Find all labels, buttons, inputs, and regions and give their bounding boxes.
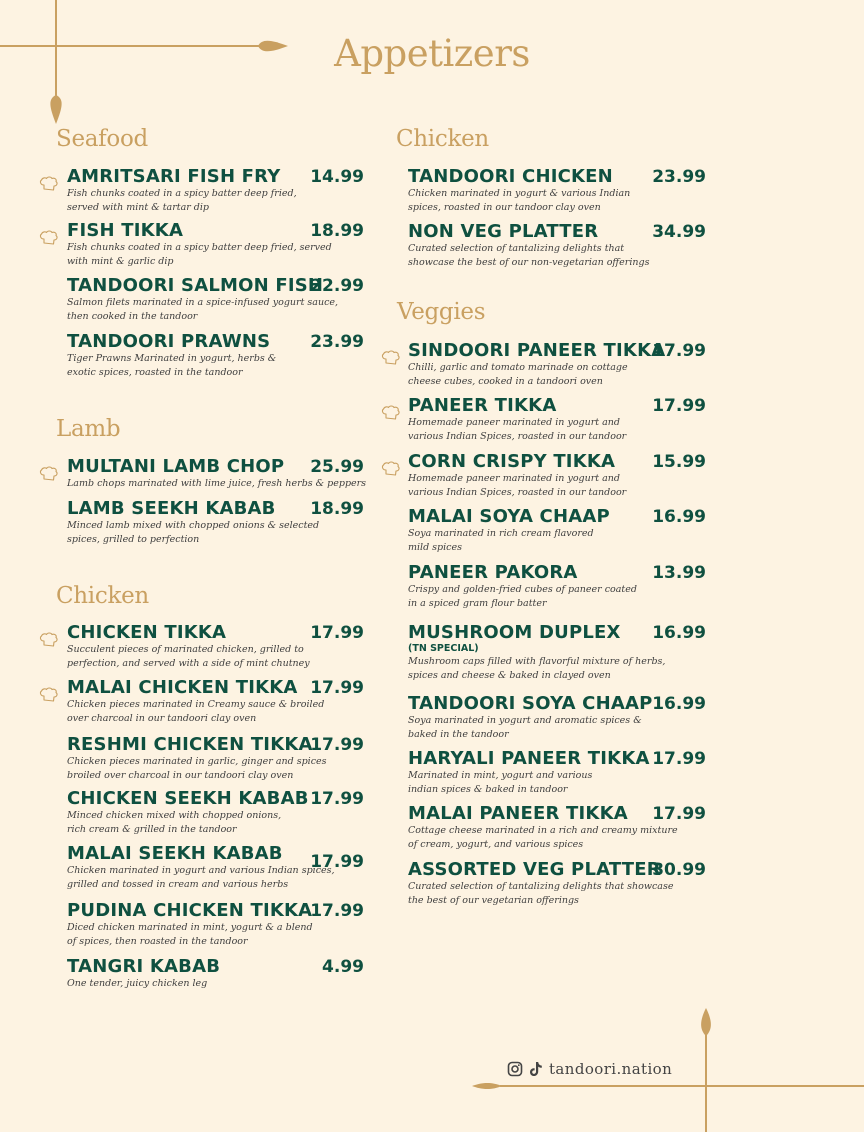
item-description: Homemade paneer marinated in yogurt and various Indian Spices, roasted in our tandoor: [408, 473, 627, 498]
section-title-chicken-left: Chicken: [56, 583, 149, 609]
item-name: MALAI SOYA CHAAP: [408, 506, 610, 527]
chef-hat-icon: [380, 404, 402, 422]
item-price: 13.99: [652, 563, 706, 583]
item-name: NON VEG PLATTER: [408, 221, 599, 242]
item-name: AMRITSARI FISH FRY: [67, 166, 281, 187]
item-name: CORN CRISPY TIKKA: [408, 451, 616, 472]
menu-item: [408, 563, 708, 611]
item-price: 17.99: [310, 678, 364, 698]
item-price: 23.99: [652, 167, 706, 187]
menu-item: [408, 222, 708, 270]
menu-item: [67, 167, 367, 215]
menu-item: [67, 844, 367, 892]
item-description: Chicken pieces marinated in garlic, ginger and spices broiled over charcoal in our tandoori clay oven: [67, 756, 327, 781]
item-description: Marinated in mint, yogurt and various indian spices & baked in tandoor: [408, 770, 593, 795]
menu-item: [67, 735, 367, 783]
item-name: SINDOORI PANEER TIKKA: [408, 340, 666, 361]
item-name: TANDOORI SALMON FISH: [67, 275, 324, 296]
item-name: TANGRI KABAB: [67, 956, 221, 977]
social-handle: tandoori.nation: [549, 1060, 673, 1078]
item-description: Homemade paneer marinated in yogurt and various Indian Spices, roasted in our tandoor: [408, 417, 627, 442]
item-price: 23.99: [310, 332, 364, 352]
menu-item: [408, 749, 708, 797]
item-price: 17.99: [310, 852, 364, 872]
section-title-veggies: Veggies: [397, 299, 486, 325]
item-price: 17.99: [310, 901, 364, 921]
item-description: Mushroom caps filled with flavorful mixture of herbs, spices and cheese & baked in clayed oven: [408, 656, 666, 681]
item-price: 15.99: [652, 452, 706, 472]
item-name: LAMB SEEKH KABAB: [67, 498, 276, 519]
instagram-icon[interactable]: [507, 1061, 523, 1077]
page-title: Appetizers: [334, 32, 530, 75]
menu-item: [67, 332, 367, 380]
menu-item: [408, 804, 708, 852]
item-name: CHICKEN TIKKA: [67, 622, 227, 643]
menu-item: [408, 167, 708, 215]
chef-hat-icon: [380, 460, 402, 478]
menu-item: [408, 860, 708, 908]
item-name: TANDOORI CHICKEN: [408, 166, 613, 187]
menu-item: [408, 694, 708, 742]
chef-hat-icon: [38, 686, 60, 704]
item-price: 17.99: [310, 735, 364, 755]
item-price: 17.99: [652, 804, 706, 824]
item-name: MULTANI LAMB CHOP: [67, 456, 285, 477]
item-price: 17.99: [652, 341, 706, 361]
menu-item: [408, 623, 708, 683]
menu-item: [67, 499, 367, 547]
item-description: Chicken pieces marinated in Creamy sauce & broiled over charcoal in our tandoori clay oven: [67, 699, 325, 724]
menu-item: [67, 789, 367, 837]
chef-hat-icon: [38, 175, 60, 193]
social-links: [507, 1058, 672, 1080]
item-price: 34.99: [652, 222, 706, 242]
item-name: MALAI PANEER TIKKA: [408, 803, 628, 824]
menu-item: [67, 623, 367, 671]
item-description: Salmon filets marinated in a spice-infused yogurt sauce, then cooked in the tandoor: [67, 297, 339, 322]
item-name: PANEER PAKORA: [408, 562, 578, 583]
chef-hat-icon: [38, 465, 60, 483]
item-subtitle: (TN SPECIAL): [408, 643, 479, 654]
item-price: 30.99: [652, 860, 706, 880]
item-price: 25.99: [310, 457, 364, 477]
section-title-chicken-right: Chicken: [396, 126, 489, 152]
chef-hat-icon: [380, 349, 402, 367]
item-description: Crispy and golden-fried cubes of paneer coated in a spiced gram flour batter: [408, 584, 637, 609]
item-description: Curated selection of tantalizing delights that showcase the best of our non-vegetarian offerings: [408, 243, 650, 268]
item-name: FISH TIKKA: [67, 220, 184, 241]
menu-item: [67, 678, 367, 726]
item-name: PUDINA CHICKEN TIKKA: [67, 900, 313, 921]
item-description: Chicken marinated in yogurt & various Indian spices, roasted in our tandoor clay oven: [408, 188, 631, 213]
item-description: Chicken marinated in yogurt and various Indian spices, grilled and tossed in cream and various herbs: [67, 865, 335, 890]
item-price: 18.99: [310, 221, 364, 241]
item-price: 17.99: [310, 623, 364, 643]
item-description: Tiger Prawns Marinated in yogurt, herbs & exotic spices, roasted in the tandoor: [67, 353, 277, 378]
menu-item: [408, 507, 708, 555]
item-description: Cottage cheese marinated in a rich and creamy mixture of cream, yogurt, and various spices: [408, 825, 678, 850]
item-description: Fish chunks coated in a spicy batter deep fried, served with mint & tartar dip: [67, 188, 297, 213]
item-description: One tender, juicy chicken leg: [67, 978, 208, 989]
chef-hat-icon: [38, 631, 60, 649]
item-name: PANEER TIKKA: [408, 395, 557, 416]
item-name: CHICKEN SEEKH KABAB: [67, 788, 309, 809]
menu-item: [67, 276, 367, 324]
item-price: 14.99: [310, 167, 364, 187]
item-description: Minced lamb mixed with chopped onions & selected spices, grilled to perfection: [67, 520, 320, 545]
item-price: 16.99: [652, 694, 706, 714]
menu-item: [67, 957, 367, 991]
menu-item: [67, 221, 367, 269]
item-description: Lamb chops marinated with lime juice, fresh herbs & peppers: [67, 478, 367, 489]
item-name: TANDOORI SOYA CHAAP: [408, 693, 653, 714]
item-description: Chilli, garlic and tomato marinade on cottage cheese cubes, cooked in a tandoori oven: [408, 362, 628, 387]
item-price: 17.99: [310, 789, 364, 809]
menu-item: [67, 901, 367, 949]
item-price: 4.99: [322, 957, 364, 977]
item-price: 16.99: [652, 623, 706, 643]
menu-item: [408, 396, 708, 444]
menu-item: [408, 341, 708, 389]
item-name: ASSORTED VEG PLATTER: [408, 859, 661, 880]
item-description: Diced chicken marinated in mint, yogurt & a blend of spices, then roasted in the tandoor: [67, 922, 313, 947]
tiktok-icon[interactable]: [529, 1061, 543, 1077]
menu-item: [67, 457, 367, 491]
item-name: MALAI SEEKH KABAB: [67, 843, 283, 864]
item-description: Succulent pieces of marinated chicken, grilled to perfection, and served with a side of mint chutney: [67, 644, 310, 669]
section-title-lamb: Lamb: [56, 416, 121, 442]
item-description: Curated selection of tantalizing delights that showcase the best of our vegetarian offerings: [408, 881, 674, 906]
item-name: RESHMI CHICKEN TIKKA: [67, 734, 313, 755]
item-name: HARYALI PANEER TIKKA: [408, 748, 650, 769]
chef-hat-icon: [38, 229, 60, 247]
item-price: 18.99: [310, 499, 364, 519]
item-price: 17.99: [652, 749, 706, 769]
section-title-seafood: Seafood: [56, 126, 148, 152]
item-name: MALAI CHICKEN TIKKA: [67, 677, 298, 698]
item-description: Minced chicken mixed with chopped onions, rich cream & grilled in the tandoor: [67, 810, 282, 835]
item-price: 22.99: [310, 276, 364, 296]
item-description: Soya marinated in yogurt and aromatic spices & baked in the tandoor: [408, 715, 642, 740]
item-price: 16.99: [652, 507, 706, 527]
item-name: TANDOORI PRAWNS: [67, 331, 271, 352]
item-description: Fish chunks coated in a spicy batter deep fried, served with mint & garlic dip: [67, 242, 332, 267]
item-price: 17.99: [652, 396, 706, 416]
menu-item: [408, 452, 708, 500]
item-name: MUSHROOM DUPLEX: [408, 622, 621, 643]
item-description: Soya marinated in rich cream flavored mild spices: [408, 528, 594, 553]
